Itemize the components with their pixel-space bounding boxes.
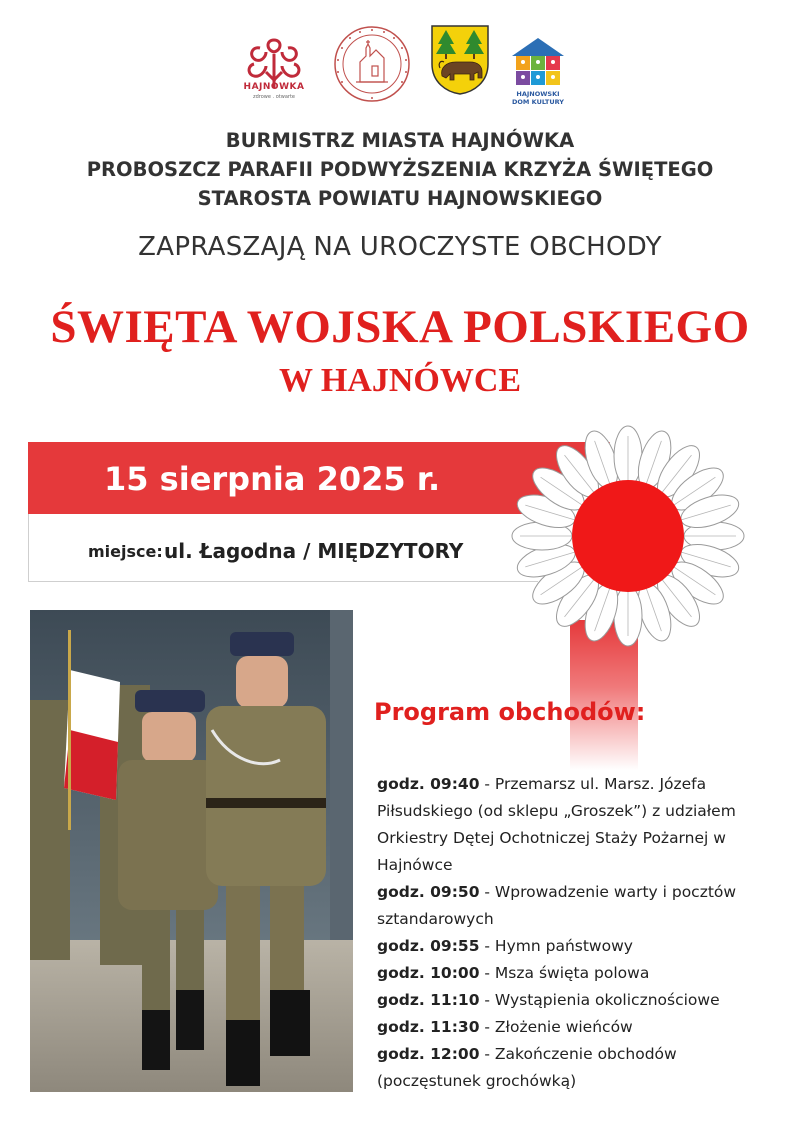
hajnowka-logo-name: HAJNÓWKA [243,82,305,92]
schedule-time: godz. 11:30 [377,1018,480,1036]
schedule-item [377,960,777,987]
event-date: 15 sierpnia 2025 r. [104,460,441,498]
place-value: ul. Łagodna / MIĘDZYTORY [164,539,464,563]
organizer-line: PROBOSZCZ PARAFII PODWYŻSZENIA KRZYŻA ŚWIĘTEGO [86,158,714,181]
schedule-time: godz. 10:00 [377,964,480,982]
dk-caption-line2: DOM KULTURY [512,98,564,106]
schedule-text: - Hymn państwowy [479,937,633,955]
organizer-line: BURMISTRZ MIASTA HAJNÓWKA [225,129,575,152]
schedule-time: godz. 12:00 [377,1045,480,1063]
program-schedule [377,771,777,1095]
event-subtitle: W HAJNÓWCE [278,362,522,399]
schedule-item [377,879,777,933]
organizer-line: STAROSTA POWIATU HAJNOWSKIEGO [197,187,603,210]
hajnowka-logo-tagline: zdrowe . otwarte [252,94,295,100]
event-title: ŚWIĘTA WOJSKA POLSKIEGO [50,301,750,353]
schedule-item [377,1014,777,1041]
schedule-item [377,771,777,879]
schedule-text: - Msza święta polowa [479,964,650,982]
schedule-text: - Złożenie wieńców [479,1018,633,1036]
coat-of-arms-icon [430,24,490,96]
logo-row [0,24,800,110]
dom-kultury-caption [500,90,576,106]
parish-seal-icon [332,24,412,104]
schedule-text: - Wystąpienia okolicznościowe [479,991,720,1009]
schedule-time: godz. 11:10 [377,991,480,1009]
schedule-item [377,933,777,960]
invitation-text: ZAPRASZAJĄ NA UROCZYSTE OBCHODY [138,232,662,262]
dk-caption-line1: HAJNOWSKI [516,90,560,98]
soldiers-photo [30,610,353,1092]
rosette-icon [508,424,748,648]
program-title: Program obchodów: [374,698,646,726]
schedule-time: godz. 09:50 [377,883,480,901]
schedule-text: - Zakończenie obchodów (poczęstunek grochówką) [377,1045,677,1090]
hajnowka-logo-icon [232,24,316,104]
schedule-time: godz. 09:55 [377,937,480,955]
place-label: miejsce: [88,542,163,561]
schedule-text: - Przemarsz ul. Marsz. Józefa Piłsudskiego (od sklepu „Groszek”) z udziałem Orkiestry Dętej Ochotniczej Staży Pożarnej w Hajnówce [377,775,736,874]
organizers-block [0,126,800,213]
schedule-time: godz. 09:40 [377,775,480,793]
schedule-text: - Wprowadzenie warty i pocztów sztandarowych [377,883,737,928]
schedule-item [377,1041,777,1095]
schedule-item [377,987,777,1014]
